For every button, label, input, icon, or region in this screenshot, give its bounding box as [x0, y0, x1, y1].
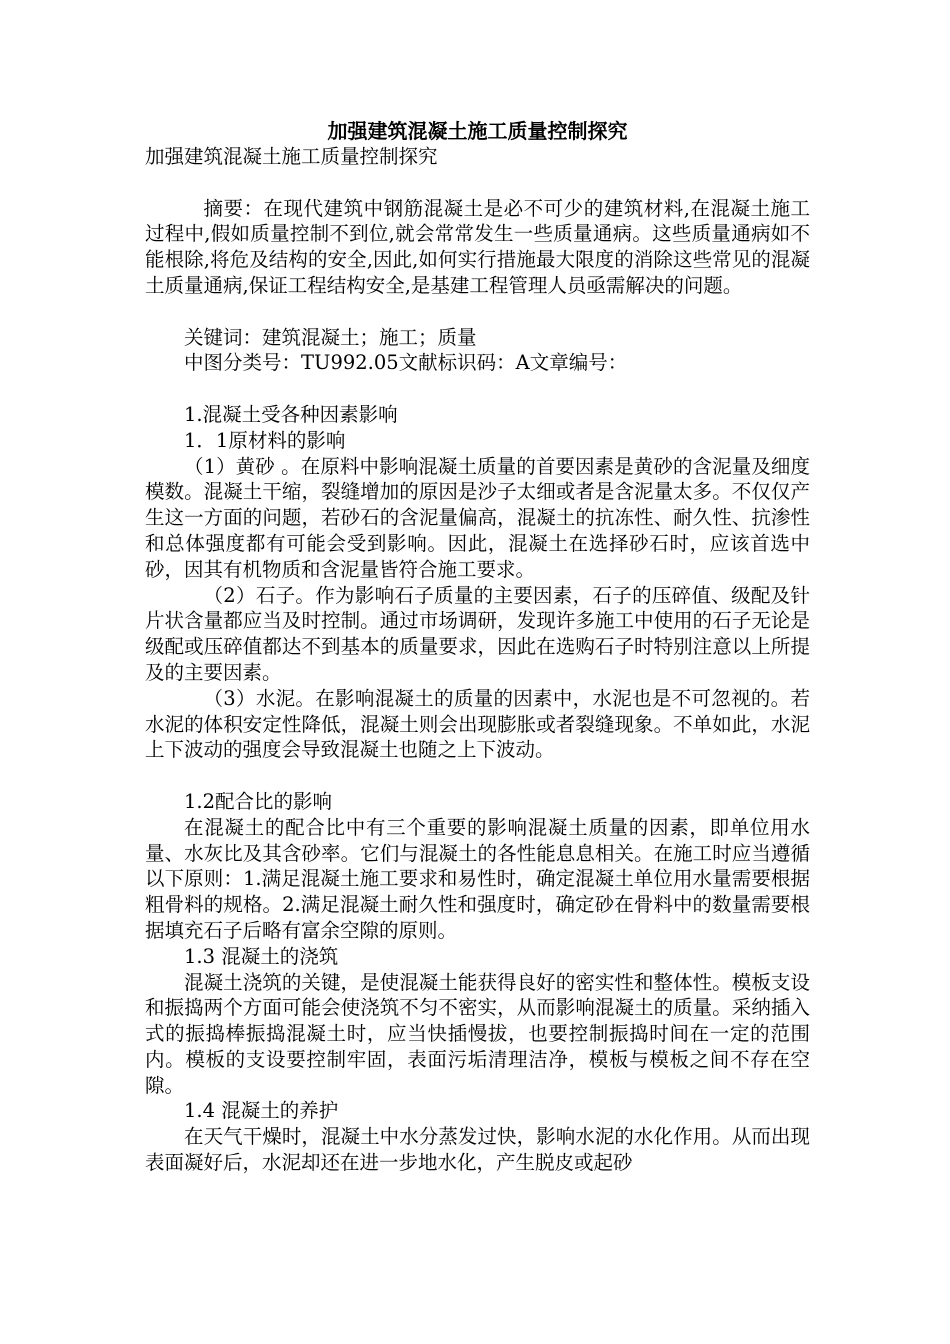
blank-line — [145, 763, 810, 789]
classification-line: 中图分类号：TU992.05文献标识码：A文章编号： — [184, 351, 628, 375]
paragraph-sand: （1）黄砂 。在原料中影响混凝土质量的首要因素是黄砂的含泥量及细度模数。混凝土干缩，裂缝增加的原因是沙子太细或者是含泥量太多。不仅仅产生这一方面的问题，若砂石的含泥量偏高，混凝土的抗冻性、耐久性、抗渗性和总体强度都有可能会受到影响。因此，混凝土在选择砂石时，应该首选中砂，因其有机物质和含泥量皆符合施工要求。 — [145, 454, 810, 581]
paragraph-stone: （2）石子。作为影响石子质量的主要因素，石子的压碎值、级配及针片状含量都应当及时控制。通过市场调研，发现许多施工中使用的石子无论是级配或压碎值都达不到基本的质量要求，因此在选购石子时特别注意以上所提及的主要因素。 — [145, 583, 810, 684]
paragraph-curing: 在天气干燥时，混凝土中水分蒸发过快，影响水泥的水化作用。从而出现表面凝好后，水泥却还在进一步地水化，产生脱皮或起砂 — [145, 1125, 810, 1175]
paragraph-mix-ratio: 在混凝土的配合比中有三个重要的影响混凝土质量的因素，即单位用水量、水灰比及其含砂率。它们与混凝土的各性能息息相关。在施工时应当遵循以下原则：1.满足混凝土施工要求和易性时，确定混凝土单位用水量需要根据粗骨料的规格。2.满足混凝土耐久性和强度时，确定砂在骨料中的数量需要根据填充石子后略有富余空隙的原则。 — [145, 815, 810, 942]
section-heading-1-1: 1．1原材料的影响 — [184, 428, 346, 452]
section-heading-1-3: 1.3 混凝土的浇筑 — [184, 944, 339, 968]
document-body — [145, 118, 810, 1176]
section-heading-1: 1.混凝土受各种因素影响 — [184, 402, 398, 426]
document-title: 加强建筑混凝土施工质量控制探究 — [327, 119, 628, 143]
blank-line — [145, 170, 810, 196]
section-heading-1-4: 1.4 混凝土的养护 — [184, 1099, 339, 1123]
paragraph-pouring: 混凝土浇筑的关键，是使混凝土能获得良好的密实性和整体性。模板支设和振捣两个方面可能会使浇筑不匀不密实，从而影响混凝土的质量。采纳插入式的振捣棒振捣混凝土时，应当快插慢拔，也要控制振捣时间在一定的范围内。模板的支设要控制牢固，表面污垢清理洁净，模板与模板之间不存在空隙。 — [145, 970, 810, 1097]
document-subtitle: 加强建筑混凝土施工质量控制探究 — [145, 145, 438, 168]
keywords-line: 关键词：建筑混凝土；施工；质量 — [184, 325, 477, 349]
blank-line — [145, 376, 810, 402]
abstract-paragraph: 摘要：在现代建筑中钢筋混凝土是必不可少的建筑材料,在混凝土施工过程中,假如质量控制不到位,就会常常发生一些质量通病。这些质量通病如不能根除,将危及结构的安全,因此,如何实行措施最大限度的消除这些常见的混凝土质量通病,保证工程结构安全,是基建工程管理人员亟需解决的问题。 — [145, 196, 810, 297]
section-heading-1-2: 1.2配合比的影响 — [184, 789, 333, 813]
paragraph-cement: （3）水泥。在影响混凝土的质量的因素中，水泥也是不可忽视的。若水泥的体积安定性降低，混凝土则会出现膨胀或者裂缝现象。不单如此，水泥上下波动的强度会导致混凝土也随之上下波动。 — [145, 686, 810, 762]
blank-line — [145, 299, 810, 325]
